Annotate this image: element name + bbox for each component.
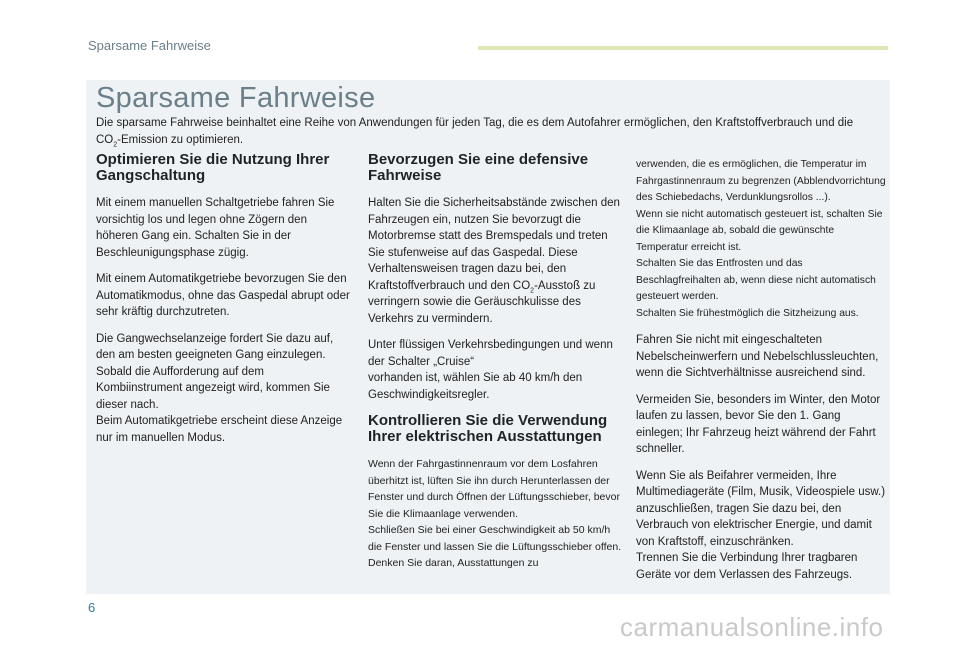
electrical-text: [368, 456, 626, 572]
multimedia-note: Trennen Sie die Verbindung Ihrer tragbaren Geräte vor dem Verlassen des Fahrzeugs.: [636, 552, 858, 581]
paragraph-fog-lights: Fahren Sie nicht mit eingeschalteten Nebelscheinwerfern und Nebelschlussleuchten, wenn die Sichtverhältnisse ausreichend sind.: [636, 334, 879, 379]
seat-heating-line: Schalten Sie frühestmöglich die Sitzheizung aus.: [636, 307, 859, 319]
intro-text-b: -Emission zu optimieren.: [117, 134, 244, 146]
electrical-continued-text: [636, 157, 886, 322]
temperature-line: verwenden, die es ermöglichen, die Temperatur im Fahrgastinnenraum zu begrenzen (Abblendvorrichtung des Schiebedachs, Verdunklungsrollos ...).: [636, 159, 886, 203]
watermark: carmanualsonline.info: [620, 612, 884, 642]
defensive-subscript: 2: [530, 286, 535, 294]
heading-defensive: Bevorzugen Sie eine defensive Fahrweise: [368, 151, 589, 184]
gear-indicator-text: Die Gangwechselanzeige fordert Sie dazu auf, den am besten geeigneten Gang einzulegen. Sobald die Aufforderung auf dem Kombiinstrument angezeigt wird, kommen Sie dieser nach.: [96, 332, 334, 411]
defensive-text-a: Halten Sie die Sicherheitsabstände zwischen den Fahrzeugen ein, nutzen Sie bevorzugt die Motorbremse statt des Bremspedals und treten Sie stufenweise auf das Gaspedal. Diese Verhaltensweisen tragen dazu bei, den Kraftstoffverbrauch und den CO: [368, 197, 620, 292]
content-panel: [86, 80, 890, 594]
electrical-line-1: Wenn der Fahrgastinnenraum vor dem Losfahren überhitzt ist, lüften Sie ihn durch Herunterlassen der Fenster und durch Öffnen der Lüftungsschieber, bevor Sie die Klimaanlage verwenden.: [368, 458, 620, 520]
gear-indicator-note: Beim Automatikgetriebe erscheint diese Anzeige nur im manuellen Modus.: [96, 415, 343, 444]
column-2: [368, 152, 626, 582]
column-1: [96, 152, 351, 456]
header-accent-bar: [478, 46, 888, 50]
defrost-line: Schalten Sie das Entfrosten und das Beschlagfreihalten ab, wenn diese nicht automatisch gesteuert werden.: [636, 258, 876, 302]
electrical-continued-block: [636, 157, 886, 322]
paragraph-automatic: Mit einem Automatikgetriebe bevorzugen Sie den Automatikmodus, ohne das Gaspedal abrupt oder sehr kräftig durchzutreten.: [96, 273, 350, 318]
paragraph-cruise: [368, 337, 626, 403]
paragraph-winter: Vermeiden Sie, besonders im Winter, den Motor laufen zu lassen, bevor Sie den 1. Gang einlegen; Ihr Fahrzeug heizt während der Fahrt schneller.: [636, 393, 881, 455]
cruise-text-a: Unter flüssigen Verkehrsbedingungen und wenn der Schalter „Cruise“: [368, 339, 613, 368]
defensive-text-b: -Ausstoß zu verringern sowie die Geräuschkulisse des Verkehrs zu vermindern.: [368, 279, 596, 325]
page-number: 6: [88, 600, 96, 615]
column-3: [636, 157, 886, 593]
climate-line: Wenn sie nicht automatisch gesteuert ist, schalten Sie die Klimaanlage ab, sobald die gewünschte Temperatur erreicht ist.: [636, 208, 883, 253]
electrical-block: [368, 456, 626, 572]
cruise-text-b: vorhanden ist, wählen Sie ab 40 km/h den Geschwindigkeitsregler.: [368, 372, 583, 401]
intro-text-a: Die sparsame Fahrweise beinhaltet eine Reihe von Anwendungen für jeden Tag, die es dem Autofahrer ermöglichen, den Kraftstoffverbrauch und die CO: [96, 117, 854, 146]
header-title: Sparsame Fahrweise: [88, 38, 211, 53]
heading-gangschaltung: Optimieren Sie die Nutzung Ihrer Gangschaltung: [96, 151, 330, 184]
electrical-line-2: Schließen Sie bei einer Geschwindigkeit ab 50 km/h die Fenster und lassen Sie die Lüftungsschieber offen.: [368, 524, 622, 553]
paragraph-manual: Mit einem manuellen Schaltgetriebe fahren Sie vorsichtig los und legen ohne Zögern den höheren Gang ein. Schalten Sie in der Beschleunigungsphase zügig.: [96, 197, 335, 259]
page-title: Sparsame Fahrweise: [96, 82, 376, 114]
heading-electrical: Kontrollieren Sie die Verwendung Ihrer elektrischen Ausstattungen: [368, 412, 608, 445]
paragraph-defensive: [368, 195, 626, 327]
intro-subscript: 2: [113, 141, 118, 149]
paragraph-gear-indicator: [96, 331, 351, 447]
electrical-line-3: Denken Sie daran, Ausstattungen zu: [368, 557, 539, 569]
multimedia-text: Wenn Sie als Beifahrer vermeiden, Ihre Multimediageräte (Film, Musik, Videospiele usw.) anzuschließen, tragen Sie dazu bei, den Verbrauch von elektrischer Energie, und damit von Kraftstoff, einzuschränken.: [636, 469, 886, 548]
intro-paragraph: [96, 115, 880, 149]
paragraph-multimedia: [636, 468, 886, 584]
